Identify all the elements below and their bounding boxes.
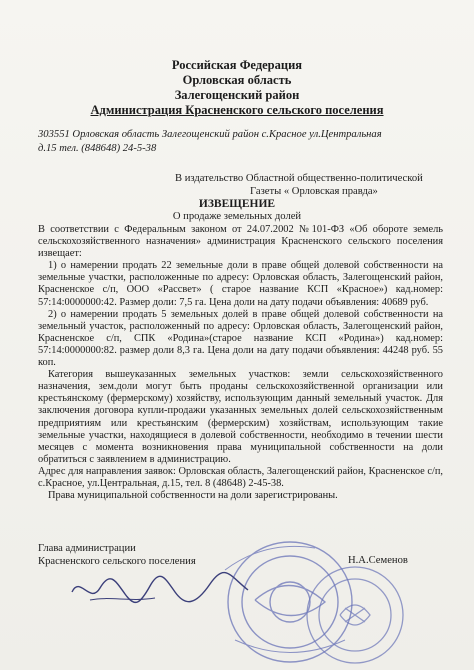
address-line-1: 303551 Орловская область Залегощенский район с.Красное ул.Центральная <box>38 129 382 140</box>
publisher-line-2: Газеты « Орловская правда» <box>250 186 378 197</box>
notice-paragraph-item-2: 2) о намерении продать 5 земельных долей в праве общей долевой собственности на земельный участок, расположенный по адресу: Орловская область, Залегощенский район, Красненское с/п, СПК «Родина»(старое название КСП «Родина») кад.номер: 57:14:0000000:82. размер доли 8,3 га. Цена доли на дату подачи объявления: 44248 руб. 55 коп. <box>38 308 443 369</box>
round-stamp <box>295 560 415 670</box>
notice-paragraph-rights: Права муниципальной собственности на доли зарегистрированы. <box>48 490 338 502</box>
header-administration: Администрация Красненского сельского поселения <box>90 103 384 117</box>
sender-address <box>38 128 438 156</box>
signatory-title-line-2: Красненского сельского поселения <box>38 556 196 567</box>
signatory-title-line-1: Глава администрации <box>38 543 136 554</box>
signatory-title <box>38 542 196 568</box>
notice-paragraph-item-1: 1) о намерении продать 22 земельные доли в праве общей долевой собственности на земельные участки, расположенные по адресу: Орловская область, Залегощенский район, Красненское с/п, ООО «Рассвет» ( старое название КСП «Красное») кад.номер: 57:14:0000000:42. Размер доли: 7,5 га. Цена доли на дату подачи объявления: 40689 руб. <box>38 260 443 308</box>
notice-body <box>38 224 443 502</box>
notice-paragraph-address: Адрес для направления заявок: Орловская область, Залегощенский район, Красненское с/п, с.Красное, ул.Центральная, д.15, тел. 8 (48648) 2-45-38. <box>38 465 444 489</box>
header-district: Залегощенский район <box>174 88 300 102</box>
handwritten-signature <box>70 570 250 610</box>
publisher-line-1: В издательство Областной общественно-политической <box>175 173 423 184</box>
signatory-name: Н.А.Семенов <box>348 555 408 566</box>
notice-subtitle: О продаже земельных долей <box>172 211 302 222</box>
header-region: Орловская область <box>182 73 292 87</box>
address-line-2: д.15 тел. (848648) 24-5-38 <box>38 143 157 154</box>
header-country: Российская Федерация <box>171 58 303 72</box>
notice-paragraph-intro: В соответствии с Федеральным законом от 24.07.2002 №101-ФЗ «Об обороте земель сельскохозяйственного назначения» администрация Красненского сельского поселения извещает: <box>38 224 443 260</box>
notice-paragraph-category: Категория вышеуказанных земельных участков: земли сельскохозяйственного назначения, зем.доли могут быть проданы сельскохозяйственной организации или крестьянскому (фермерскому) хозяйству, использующим данный земельный участок. Для заключения договора купли-продажи указанных земельных долей сельскохозяйственным предприятиям или крестьянским (фермерским) хозяйствам, использующим такие земельные участки, находящиеся в долевой собственности, необходимо в течении шести месяцев с момента возникновения права муниципальной собственности на доли обратиться с заявлением в администрацию. <box>38 369 443 465</box>
notice-title: ИЗВЕЩЕНИЕ <box>198 198 276 210</box>
